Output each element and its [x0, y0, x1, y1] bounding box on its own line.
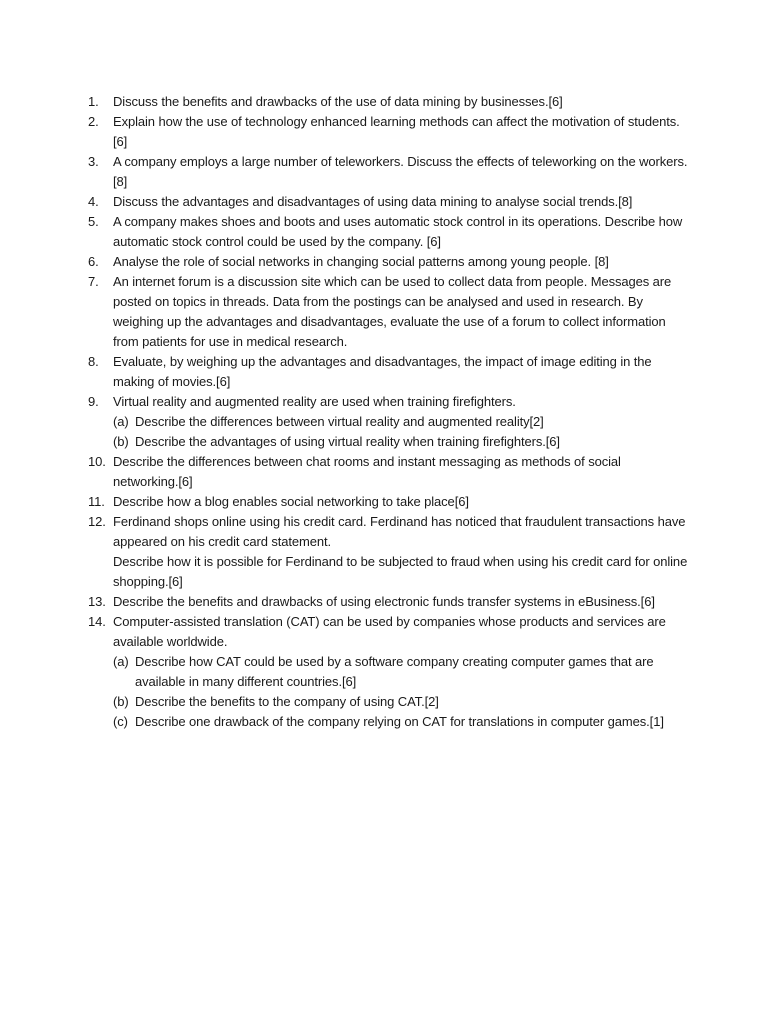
- question-text: A company makes shoes and boots and uses automatic stock control in its operations. Describe how automatic stock control could be used by the company. [6]: [113, 214, 683, 249]
- sub-question-text: Describe the benefits to the company of using CAT.[2]: [135, 694, 439, 709]
- sub-question: [113, 712, 688, 732]
- sub-question: [113, 432, 688, 452]
- question-text-continued: Describe how it is possible for Ferdinand to be subjected to fraud when using his credit card for online shopping.[6]: [113, 554, 688, 589]
- question-number: 2.: [88, 114, 99, 129]
- sub-question-text: Describe the advantages of using virtual reality when training firefighters.[6]: [135, 434, 560, 449]
- question-text: Describe the differences between chat rooms and instant messaging as methods of social networking.[6]: [113, 454, 621, 489]
- question-item: [88, 192, 688, 212]
- sub-question-label: (c): [113, 714, 128, 729]
- question-number: 11.: [88, 494, 105, 509]
- question-item: [88, 352, 688, 392]
- sub-question-text: Describe one drawback of the company relying on CAT for translations in computer games.[1]: [135, 714, 664, 729]
- question-number: 12.: [88, 514, 106, 529]
- question-number: 4.: [88, 194, 99, 209]
- question-text: Analyse the role of social networks in changing social patterns among young people. [8]: [113, 254, 609, 269]
- sub-question-label: (a): [113, 654, 129, 669]
- question-text: Discuss the benefits and drawbacks of the use of data mining by businesses.[6]: [113, 94, 563, 109]
- question-number: 6.: [88, 254, 99, 269]
- question-item: [88, 152, 688, 192]
- sub-question-text: Describe how CAT could be used by a software company creating computer games that are available in many different countries.[6]: [135, 654, 654, 689]
- question-item: [88, 212, 688, 252]
- sub-question-label: (b): [113, 434, 129, 449]
- question-text: Describe how a blog enables social networking to take place[6]: [113, 494, 469, 509]
- question-item: [88, 92, 688, 112]
- sub-question-label: (a): [113, 414, 129, 429]
- question-number: 5.: [88, 214, 99, 229]
- question-text: A company employs a large number of teleworkers. Discuss the effects of teleworking on the workers.[8]: [113, 154, 688, 189]
- sub-question: [113, 652, 688, 692]
- question-number: 13.: [88, 594, 106, 609]
- question-number: 7.: [88, 274, 99, 289]
- question-item: [88, 252, 688, 272]
- question-number: 14.: [88, 614, 106, 629]
- question-text: Evaluate, by weighing up the advantages and disadvantages, the impact of image editing in the making of movies.[6]: [113, 354, 652, 389]
- question-list: [88, 92, 688, 732]
- question-item: [88, 512, 688, 592]
- question-item: [88, 272, 688, 352]
- question-number: 3.: [88, 154, 99, 169]
- question-item: [88, 592, 688, 612]
- question-text: Computer-assisted translation (CAT) can be used by companies whose products and services are available worldwide.: [113, 614, 666, 649]
- question-number: 8.: [88, 354, 99, 369]
- sub-question: [113, 692, 688, 712]
- question-item: [88, 492, 688, 512]
- question-text: An internet forum is a discussion site which can be used to collect data from people. Messages are posted on topics in threads. Data from the postings can be analysed and used in research. By weighing up the advantages and disadvantages, evaluate the use of a forum to collect information from patients for use in medical research.: [113, 274, 672, 349]
- sub-question-label: (b): [113, 694, 129, 709]
- sub-question-text: Describe the differences between virtual reality and augmented reality[2]: [135, 414, 544, 429]
- question-item: [88, 112, 688, 152]
- question-item: [88, 452, 688, 492]
- question-item: [88, 392, 688, 452]
- question-text: Describe the benefits and drawbacks of using electronic funds transfer systems in eBusiness.[6]: [113, 594, 655, 609]
- question-text: Ferdinand shops online using his credit card. Ferdinand has noticed that fraudulent transactions have appeared on his credit card statement.: [113, 514, 686, 549]
- question-text: Explain how the use of technology enhanced learning methods can affect the motivation of students.[6]: [113, 114, 680, 149]
- question-number: 9.: [88, 394, 99, 409]
- sub-question: [113, 412, 688, 432]
- question-text: Virtual reality and augmented reality are used when training firefighters.: [113, 394, 516, 409]
- question-item: [88, 612, 688, 732]
- question-text: Discuss the advantages and disadvantages of using data mining to analyse social trends.[8]: [113, 194, 633, 209]
- question-number: 1.: [88, 94, 99, 109]
- question-number: 10.: [88, 454, 106, 469]
